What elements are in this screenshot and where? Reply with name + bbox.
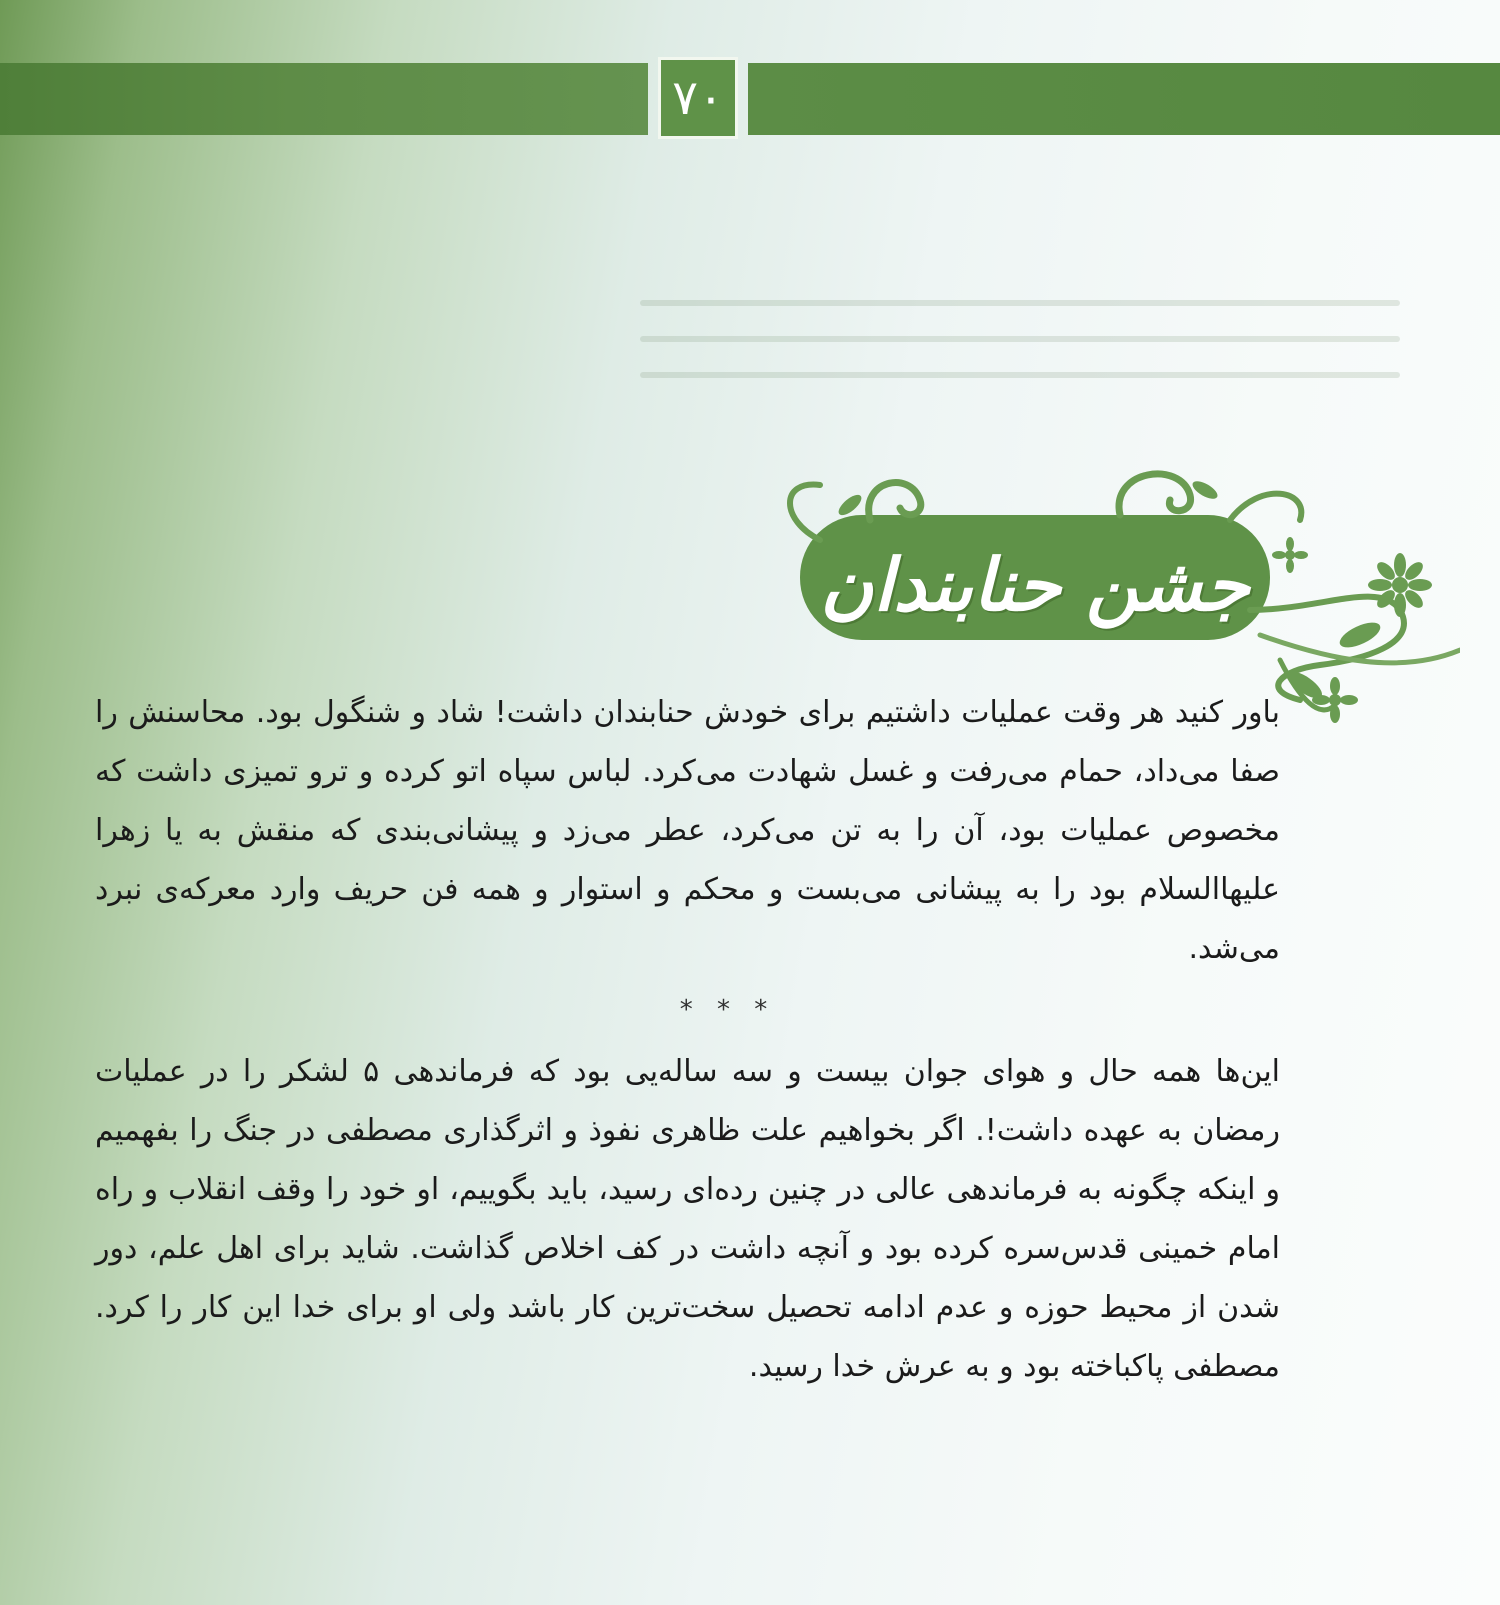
body-text [95,683,1280,1396]
page-number: ۷۰ [661,60,735,136]
paragraph-1: باور کنید هر وقت عملیات داشتیم برای خودش حنابندان داشت! شاد و شنگول بود. محاسنش را صفا می‌داد، حمام می‌رفت و غسل شهادت می‌کرد. لباس سپاه اتو کرده و ترو تمیزی داشت که مخصوص عملیات بود، آن را به تن می‌کرد، عطر می‌زد و پیشانی‌بندی که منقش به یا زهرا علیهاالسلام بود را به پیشانی می‌بست و محکم و استوار و همه فن حریف وارد معرکه‌ی نبرد می‌شد. [95,695,1280,966]
background-watermark [640,270,1400,430]
header-band-right [748,63,1500,135]
section-title: جشن حنابندان [820,542,1250,627]
paragraph-2: این‌ها همه حال و هوای جوان بیست و سه ساله‌یی بود که فرماندهی ۵ لشکر را در عملیات رمضان به عهده داشت!. اگر بخواهیم علت ظاهری نفوذ و اثرگذاری مصطفی در جنگ را بفهمیم و اینکه چگونه به فرماندهی عالی در چنین رده‌ای رسید، باید بگوییم، او خود را وقف انقلاب و راه امام خمینی قدس‌سره کرده بود و آنچه داشت در کف اخلاص گذاشت. شاید برای اهل علم، دور شدن از محیط حوزه و عدم ادامه تحصیل سخت‌ترین کار باشد ولی او برای خدا این کار را کرد. مصطفی پاکباخته بود و به عرش خدا رسید. [95,1054,1280,1384]
header-band-left [0,63,648,135]
section-separator: * * * [679,995,776,1025]
